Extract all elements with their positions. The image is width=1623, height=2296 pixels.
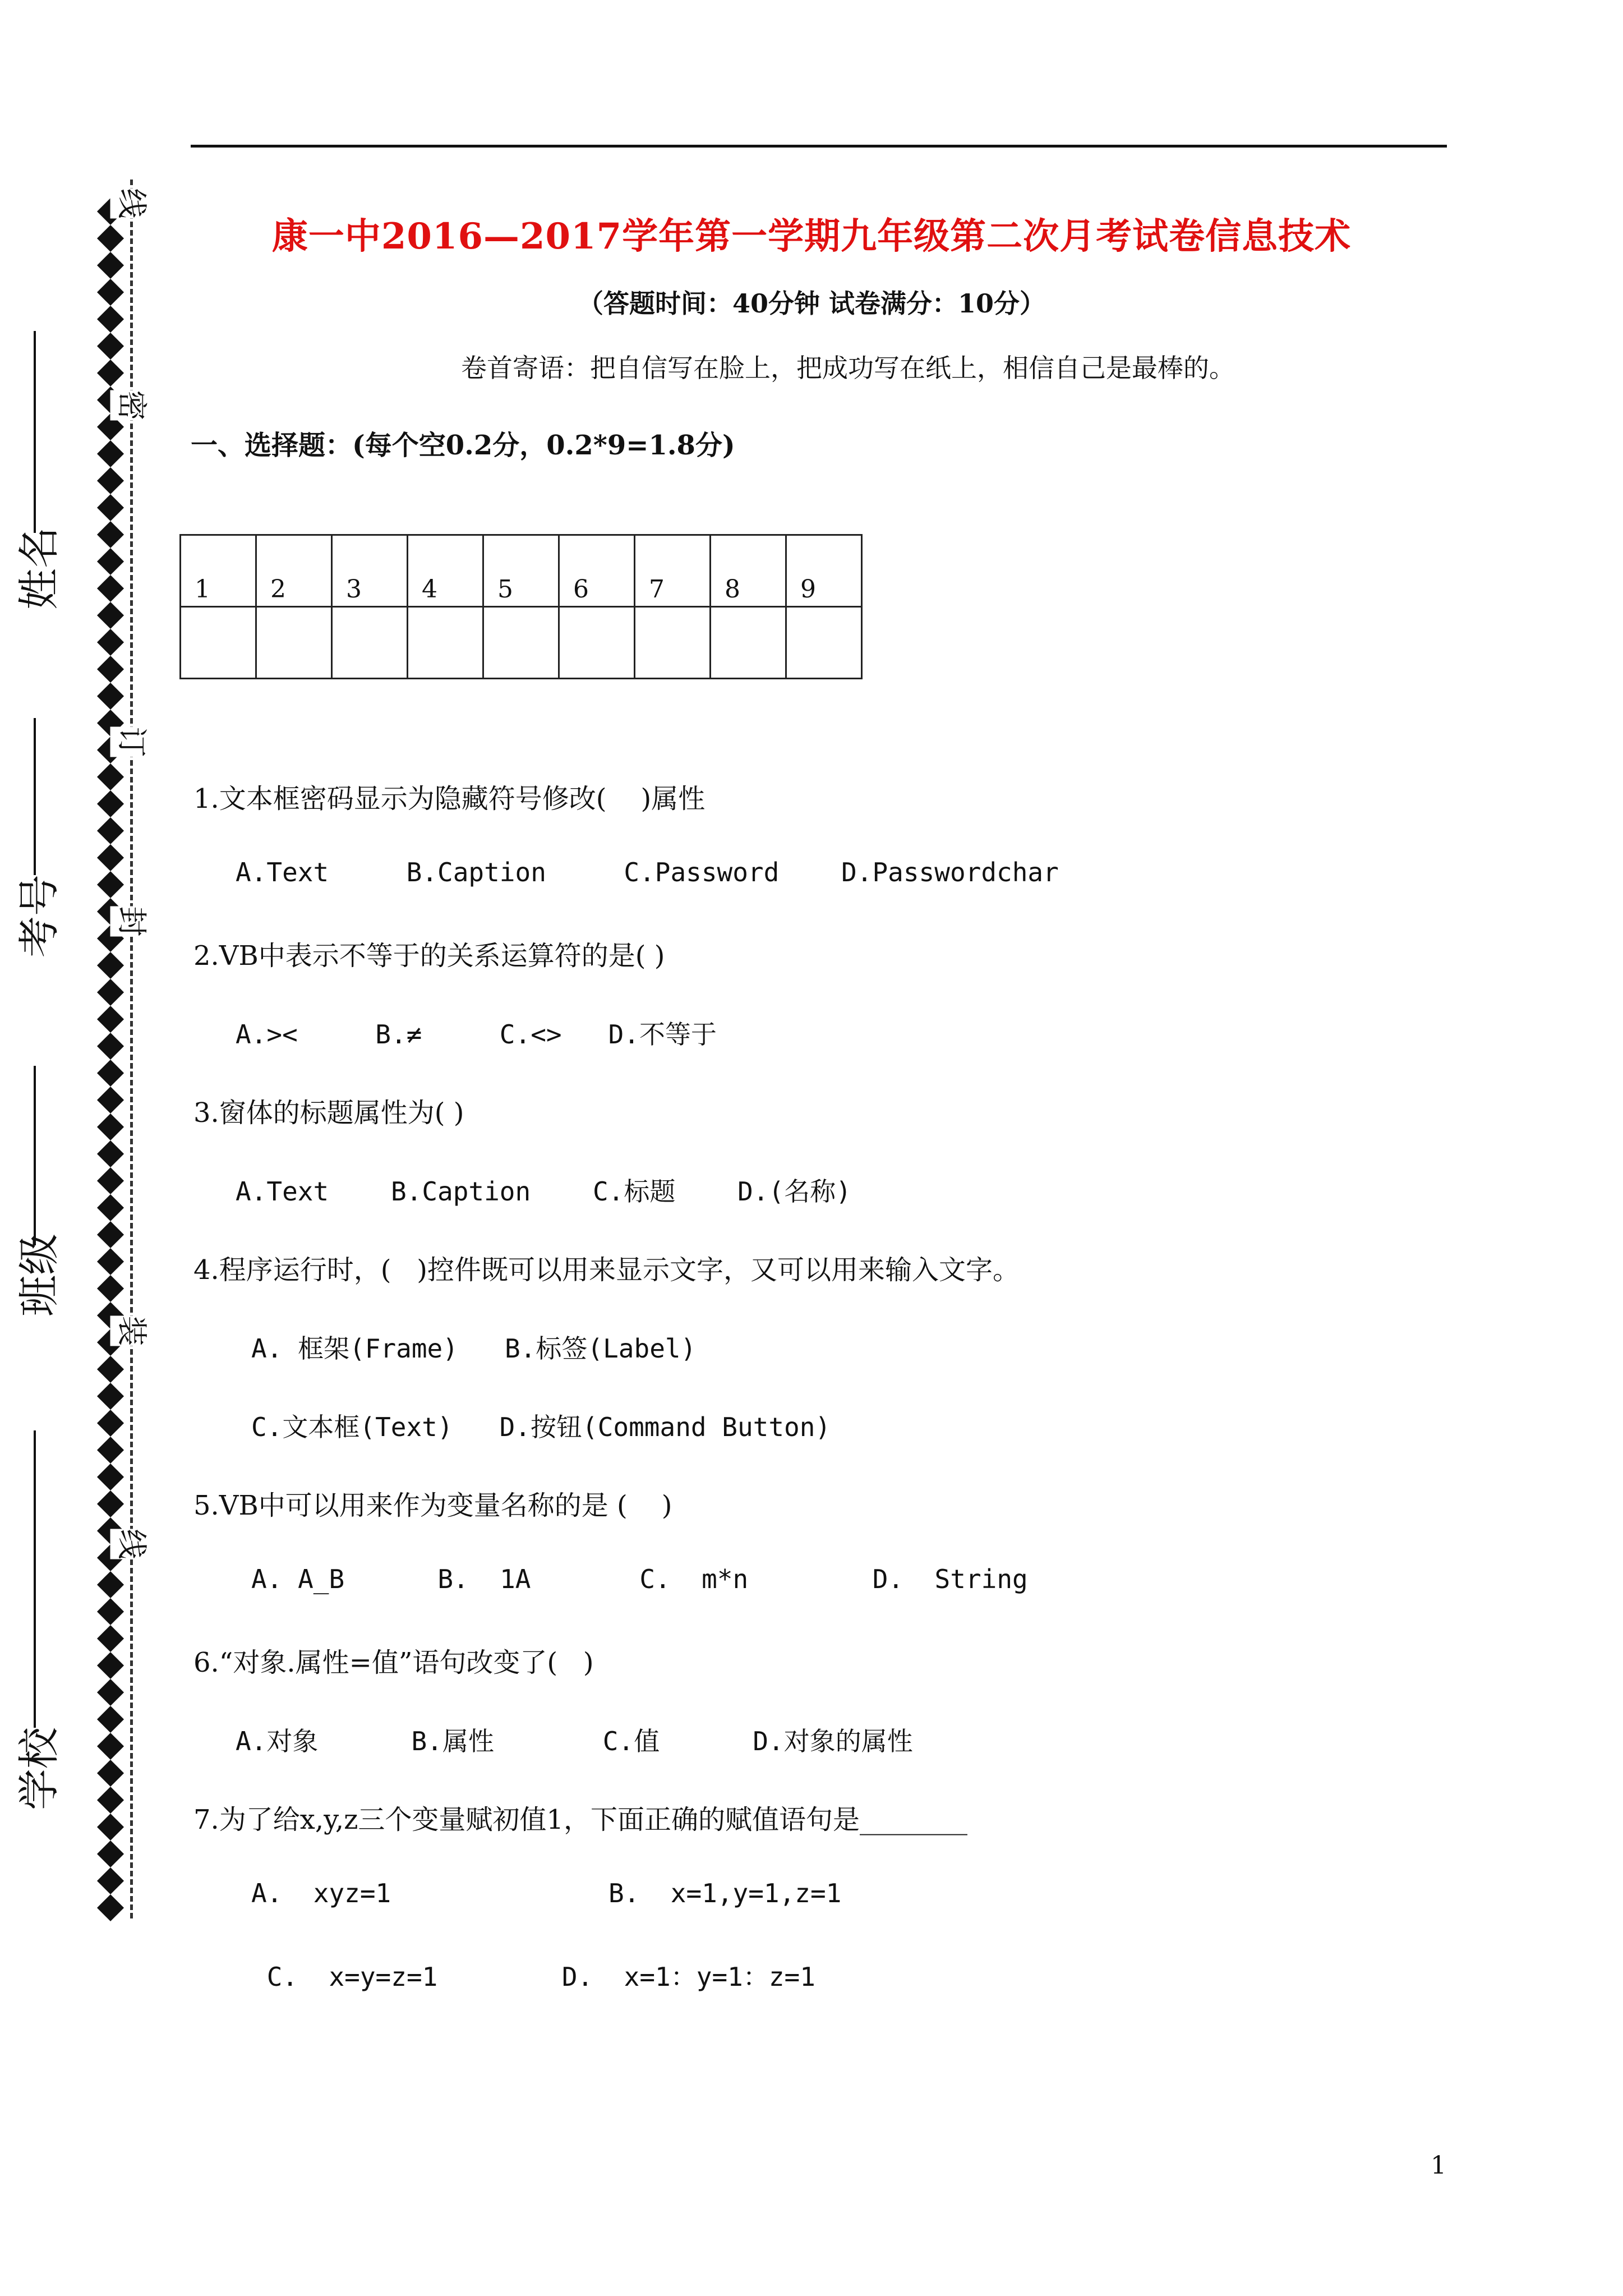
binding-diamond-mark	[97, 1410, 124, 1437]
question-1-options: A.Text B.Caption C.Password D.Passwordchar	[236, 857, 1059, 887]
binding-diamond-mark	[97, 1275, 124, 1302]
answer-table-number-cell: 5	[483, 535, 559, 607]
binding-diamond-mark	[97, 844, 124, 871]
question-6-options: A.对象 B.属性 C.值 D.对象的属性	[236, 1726, 913, 1756]
binding-diamond-mark	[97, 1033, 124, 1060]
answer-cell[interactable]	[332, 607, 408, 679]
answer-cell[interactable]	[181, 607, 256, 679]
binding-diamond-mark	[97, 1490, 124, 1517]
binding-diamond-mark	[97, 817, 124, 844]
page-number: 1	[1431, 2151, 1446, 2180]
question-7-options-row1: A. xyz=1 B. x=1,y=1,z=1	[251, 1878, 842, 1908]
binding-diamond-mark	[97, 871, 124, 898]
binding-diamond-mark	[97, 1464, 124, 1490]
seal-char-ding: 订	[110, 727, 158, 757]
binding-diamond-mark	[97, 440, 124, 467]
question-4-stem: 4.程序运行时，( )控件既可以用来显示文字，又可以用来输入文字。	[193, 1254, 1020, 1286]
answer-table-number-cell: 7	[635, 535, 711, 607]
binding-diamond-mark	[97, 1571, 124, 1598]
binding-diamond-mark	[97, 1867, 124, 1894]
answer-cell[interactable]	[786, 607, 862, 679]
binding-diamond-mark	[97, 1625, 124, 1652]
binding-diamond-mark	[97, 1356, 124, 1383]
binding-diamond-mark	[97, 602, 124, 629]
binding-diamond-mark	[97, 467, 124, 494]
binding-diamond-mark	[97, 1814, 124, 1841]
answer-cell[interactable]	[635, 607, 711, 679]
binding-diamond-mark	[97, 1733, 124, 1760]
question-3-stem: 3.窗体的标题属性为( )	[193, 1097, 464, 1129]
answer-cell[interactable]	[483, 607, 559, 679]
exam-title: 康一中2016—2017学年第一学期九年级第二次月考试卷信息技术	[271, 215, 1352, 257]
binding-diamond-mark	[97, 656, 124, 683]
answer-cell[interactable]	[256, 607, 332, 679]
answer-table-number-row	[181, 535, 862, 607]
question-3-options: A.Text B.Caption C.标题 D.(名称)	[236, 1176, 851, 1207]
binding-diamond-mark	[97, 1437, 124, 1464]
answer-table-number-cell: 1	[181, 535, 256, 607]
exam-number-blank-line	[34, 718, 36, 875]
binding-diamond-mark	[97, 1060, 124, 1087]
binding-diamond-mark	[97, 1894, 124, 1921]
binding-diamond-mark	[97, 1706, 124, 1733]
school-blank-line	[34, 1430, 36, 1728]
binding-diamond-mark	[97, 521, 124, 548]
binding-diamond-mark	[97, 1248, 124, 1275]
question-7-stem: 7.为了给x,y,z三个变量赋初值1，下面正确的赋值语句是________	[193, 1804, 967, 1835]
question-2-options: A.>< B.≠ C.<> D.不等于	[236, 1019, 717, 1050]
binding-diamond-mark	[97, 548, 124, 575]
question-5-stem: 5.VB中可以用来作为变量名称的是 ( )	[193, 1490, 672, 1521]
binding-diamond-mark	[97, 1383, 124, 1410]
answer-table-number-cell: 3	[332, 535, 408, 607]
binding-diamond-mark	[97, 790, 124, 817]
binding-diamond-mark	[97, 1087, 124, 1114]
binding-diamond-mark	[97, 575, 124, 602]
field-name-label: 姓名	[15, 527, 63, 610]
binding-diamond-mark	[97, 1841, 124, 1867]
question-1-stem: 1.文本框密码显示为隐藏符号修改( )属性	[193, 783, 706, 815]
seal-char-feng: 封	[110, 907, 158, 937]
seal-char-xian-bottom: 线	[110, 1529, 158, 1559]
binding-diamond-mark	[97, 629, 124, 656]
field-class-label: 班级	[15, 1234, 63, 1317]
answer-cell[interactable]	[711, 607, 786, 679]
field-exam-number-label: 考号	[15, 875, 63, 958]
binding-diamond-mark	[97, 494, 124, 521]
seal-char-xian-top: 线	[110, 188, 158, 219]
question-2-stem: 2.VB中表示不等于的关系运算符的是( )	[193, 940, 665, 972]
seal-char-mi: 密	[110, 390, 158, 421]
answer-table-number-cell: 8	[711, 535, 786, 607]
binding-diamond-mark	[97, 1221, 124, 1248]
section-heading: 一、选择题：(每个空0.2分，0.2*9=1.8分)	[191, 430, 735, 461]
question-6-stem: 6.“对象.属性=值”语句改变了( )	[193, 1647, 594, 1678]
binding-diamond-mark	[97, 1679, 124, 1706]
seal-char-zhuang: 装	[110, 1316, 158, 1346]
binding-diamond-mark	[97, 1140, 124, 1167]
binding-diamond-mark	[97, 683, 124, 710]
top-rule	[191, 145, 1447, 148]
answer-table	[179, 534, 863, 679]
exam-motto: 卷首寄语：把自信写在脸上，把成功写在纸上，相信自己是最棒的。	[461, 353, 1235, 383]
question-4-options-row1: A. 框架(Frame) B.标签(Label)	[251, 1333, 697, 1364]
binding-diamond-mark	[97, 1598, 124, 1625]
answer-table-number-cell: 4	[408, 535, 483, 607]
question-4-options-row2: C.文本框(Text) D.按钮(Command Button)	[251, 1412, 831, 1442]
binding-diamond-mark	[97, 763, 124, 790]
binding-diamond-mark	[97, 1787, 124, 1814]
binding-diamond-mark	[97, 1167, 124, 1194]
binding-diamond-mark	[97, 952, 124, 979]
answer-table-number-cell: 6	[559, 535, 635, 607]
binding-diamond-mark	[97, 979, 124, 1006]
answer-table-number-cell: 2	[256, 535, 332, 607]
binding-dashed-line	[130, 180, 133, 1918]
binding-diamond-mark	[97, 1760, 124, 1787]
exam-subtitle: （答题时间：40分钟 试卷满分：10分）	[577, 288, 1046, 319]
field-school-label: 学校	[15, 1727, 63, 1810]
answer-table-number-cell: 9	[786, 535, 862, 607]
answer-cell[interactable]	[408, 607, 483, 679]
binding-diamond-mark	[97, 1652, 124, 1679]
binding-diamond-mark	[97, 1006, 124, 1033]
class-blank-line	[34, 1066, 36, 1245]
binding-diamond-mark	[97, 1194, 124, 1221]
question-7-options-row2: C. x=y=z=1 D. x=1：y=1：z=1	[251, 1962, 815, 1992]
answer-table-answer-row	[181, 607, 862, 679]
binding-diamond-mark	[97, 1114, 124, 1140]
question-5-options: A. A_B B. 1A C. m*n D. String	[251, 1564, 1028, 1594]
answer-cell[interactable]	[559, 607, 635, 679]
